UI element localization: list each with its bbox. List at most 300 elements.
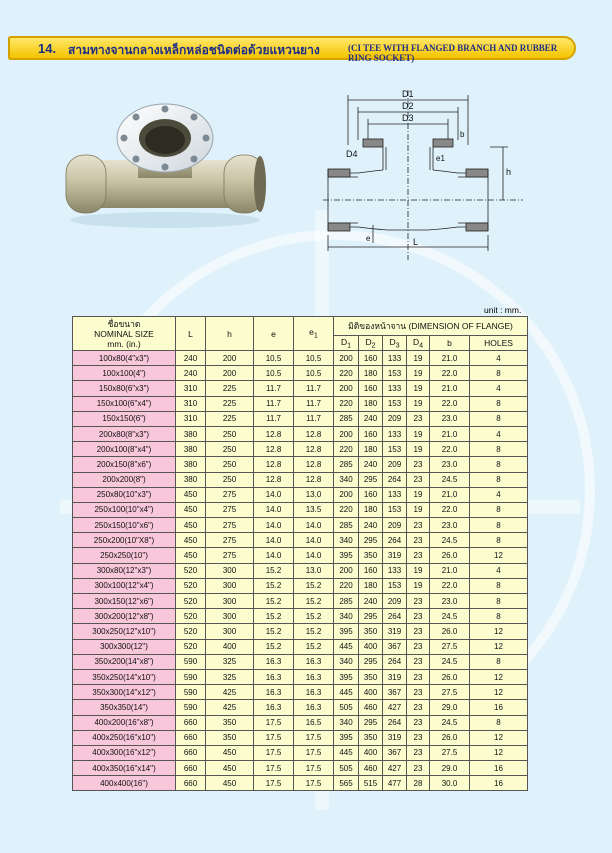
cell-D1: 340 <box>334 654 359 669</box>
cell-holes: 4 <box>470 426 528 441</box>
cell-nominal-size: 100x100(4") <box>73 366 176 381</box>
cell-nominal-size: 400x200(16"x8") <box>73 715 176 730</box>
cell-D2: 350 <box>359 548 383 563</box>
cell-b: 22.0 <box>430 366 470 381</box>
cell-e1: 16.3 <box>294 654 334 669</box>
cell-h: 275 <box>206 518 254 533</box>
cell-holes: 4 <box>470 563 528 578</box>
cell-nominal-size: 400x400(16") <box>73 776 176 791</box>
cell-D3: 133 <box>383 563 407 578</box>
cell-D3: 133 <box>383 351 407 366</box>
cell-h: 200 <box>206 366 254 381</box>
cell-e1: 15.2 <box>294 609 334 624</box>
section-title-bar <box>8 36 576 63</box>
cell-D3: 264 <box>383 715 407 730</box>
cell-e: 10.5 <box>254 366 294 381</box>
cell-e1: 16.3 <box>294 669 334 684</box>
cell-b: 30.0 <box>430 776 470 791</box>
cell-D1: 285 <box>334 594 359 609</box>
cell-D1: 200 <box>334 426 359 441</box>
cell-L: 380 <box>176 472 206 487</box>
cell-D2: 350 <box>359 730 383 745</box>
cell-L: 520 <box>176 609 206 624</box>
cell-L: 450 <box>176 487 206 502</box>
cell-D3: 209 <box>383 411 407 426</box>
cell-h: 425 <box>206 700 254 715</box>
cell-D1: 200 <box>334 487 359 502</box>
table-row <box>73 411 528 426</box>
table-row <box>73 442 528 457</box>
cell-e: 14.0 <box>254 533 294 548</box>
cell-holes: 8 <box>470 472 528 487</box>
cell-nominal-size: 300x80(12"x3") <box>73 563 176 578</box>
cell-D1: 445 <box>334 639 359 654</box>
cell-nominal-size: 400x300(16"x12") <box>73 745 176 760</box>
cell-D4: 23 <box>407 472 430 487</box>
cell-D4: 23 <box>407 624 430 639</box>
cell-D1: 220 <box>334 502 359 517</box>
cell-e: 12.8 <box>254 442 294 457</box>
table-row <box>73 487 528 502</box>
cell-D1: 565 <box>334 776 359 791</box>
cell-D1: 395 <box>334 669 359 684</box>
cell-holes: 12 <box>470 730 528 745</box>
cell-L: 660 <box>176 761 206 776</box>
cell-b: 23.0 <box>430 594 470 609</box>
cell-h: 425 <box>206 685 254 700</box>
label-b: b <box>460 130 465 139</box>
cell-D1: 285 <box>334 457 359 472</box>
cell-D1: 340 <box>334 472 359 487</box>
cell-e: 10.5 <box>254 351 294 366</box>
cell-D3: 264 <box>383 533 407 548</box>
section-number: 14. <box>38 41 57 56</box>
cell-D4: 23 <box>407 700 430 715</box>
cell-D4: 19 <box>407 426 430 441</box>
cell-D3: 133 <box>383 381 407 396</box>
cell-L: 660 <box>176 730 206 745</box>
cell-D1: 340 <box>334 533 359 548</box>
header-e: e <box>254 317 294 351</box>
cell-D2: 400 <box>359 639 383 654</box>
cell-D1: 220 <box>334 396 359 411</box>
cell-b: 21.0 <box>430 487 470 502</box>
cell-e: 16.3 <box>254 669 294 684</box>
cell-D4: 23 <box>407 669 430 684</box>
cell-e: 12.8 <box>254 426 294 441</box>
label-e: e <box>366 234 371 243</box>
cell-e1: 14.0 <box>294 518 334 533</box>
cell-D2: 180 <box>359 366 383 381</box>
cell-e1: 16.3 <box>294 685 334 700</box>
cell-nominal-size: 150x80(6"x3") <box>73 381 176 396</box>
cell-nominal-size: 100x80(4"x3") <box>73 351 176 366</box>
cell-D4: 23 <box>407 654 430 669</box>
cell-nominal-size: 200x200(8") <box>73 472 176 487</box>
cell-nominal-size: 300x150(12"x6") <box>73 594 176 609</box>
cell-L: 310 <box>176 396 206 411</box>
cell-L: 520 <box>176 639 206 654</box>
cell-nominal-size: 300x250(12"x10") <box>73 624 176 639</box>
cell-D3: 367 <box>383 685 407 700</box>
table-row <box>73 518 528 533</box>
cell-e: 11.7 <box>254 411 294 426</box>
table-row <box>73 669 528 684</box>
cell-e: 15.2 <box>254 639 294 654</box>
cell-h: 450 <box>206 776 254 791</box>
table-row <box>73 609 528 624</box>
cell-nominal-size: 300x200(12"x8") <box>73 609 176 624</box>
cell-e1: 13.5 <box>294 502 334 517</box>
cell-D1: 395 <box>334 624 359 639</box>
cell-D1: 200 <box>334 351 359 366</box>
cell-D1: 340 <box>334 609 359 624</box>
cell-e1: 14.0 <box>294 533 334 548</box>
cell-D3: 209 <box>383 457 407 472</box>
cell-L: 450 <box>176 502 206 517</box>
cell-holes: 8 <box>470 366 528 381</box>
cell-nominal-size: 250x200(10"X8") <box>73 533 176 548</box>
cell-e1: 12.8 <box>294 442 334 457</box>
cell-holes: 12 <box>470 639 528 654</box>
cell-e: 12.8 <box>254 457 294 472</box>
table-row <box>73 396 528 411</box>
cell-h: 250 <box>206 472 254 487</box>
cell-L: 520 <box>176 624 206 639</box>
cell-e: 17.5 <box>254 761 294 776</box>
cell-holes: 8 <box>470 411 528 426</box>
cell-h: 300 <box>206 609 254 624</box>
cell-D2: 400 <box>359 745 383 760</box>
header-e1: $e_1$ <box>294 317 334 351</box>
cell-b: 26.0 <box>430 548 470 563</box>
cell-e1: 15.2 <box>294 578 334 593</box>
cell-D3: 153 <box>383 502 407 517</box>
cell-e1: 17.5 <box>294 730 334 745</box>
cell-L: 380 <box>176 442 206 457</box>
cell-D3: 477 <box>383 776 407 791</box>
cell-e: 16.3 <box>254 654 294 669</box>
cell-D1: 340 <box>334 715 359 730</box>
table-row <box>73 700 528 715</box>
cell-b: 26.0 <box>430 624 470 639</box>
cell-e1: 10.5 <box>294 366 334 381</box>
cell-D4: 19 <box>407 366 430 381</box>
table-row <box>73 351 528 366</box>
cell-D3: 319 <box>383 624 407 639</box>
cell-b: 24.5 <box>430 715 470 730</box>
cell-D4: 23 <box>407 411 430 426</box>
cell-e1: 10.5 <box>294 351 334 366</box>
dimension-table <box>72 316 528 791</box>
cell-b: 22.0 <box>430 396 470 411</box>
cell-nominal-size: 300x300(12") <box>73 639 176 654</box>
table-row <box>73 426 528 441</box>
cell-D3: 153 <box>383 578 407 593</box>
cell-b: 21.0 <box>430 426 470 441</box>
cell-e: 17.5 <box>254 715 294 730</box>
cell-h: 350 <box>206 730 254 745</box>
cell-nominal-size: 400x350(16"x14") <box>73 761 176 776</box>
cell-D2: 295 <box>359 654 383 669</box>
cell-e1: 15.2 <box>294 639 334 654</box>
technical-drawing <box>318 85 528 265</box>
cell-nominal-size: 350x200(14"x8") <box>73 654 176 669</box>
label-h: h <box>506 167 512 177</box>
table-row <box>73 457 528 472</box>
cell-e: 15.2 <box>254 624 294 639</box>
cell-L: 590 <box>176 685 206 700</box>
cell-D2: 350 <box>359 624 383 639</box>
cell-D1: 200 <box>334 563 359 578</box>
cell-D2: 400 <box>359 685 383 700</box>
table-row <box>73 563 528 578</box>
cell-D4: 23 <box>407 533 430 548</box>
cell-D1: 445 <box>334 745 359 760</box>
cell-L: 660 <box>176 715 206 730</box>
cell-D1: 395 <box>334 548 359 563</box>
cell-holes: 8 <box>470 533 528 548</box>
cell-D4: 23 <box>407 518 430 533</box>
cell-D4: 23 <box>407 639 430 654</box>
cell-e1: 11.7 <box>294 411 334 426</box>
product-photo <box>60 100 270 230</box>
cell-D3: 153 <box>383 442 407 457</box>
cell-D4: 19 <box>407 563 430 578</box>
cell-h: 325 <box>206 654 254 669</box>
cell-D4: 23 <box>407 685 430 700</box>
cell-D3: 153 <box>383 396 407 411</box>
cell-e: 17.5 <box>254 745 294 760</box>
cell-D4: 23 <box>407 761 430 776</box>
cell-D2: 350 <box>359 669 383 684</box>
cell-D3: 427 <box>383 761 407 776</box>
cell-D4: 19 <box>407 396 430 411</box>
cell-h: 225 <box>206 411 254 426</box>
table-row <box>73 715 528 730</box>
cell-D2: 180 <box>359 578 383 593</box>
cell-D2: 460 <box>359 761 383 776</box>
cell-D2: 160 <box>359 563 383 578</box>
cell-holes: 8 <box>470 609 528 624</box>
table-row <box>73 548 528 563</box>
table-row <box>73 745 528 760</box>
cell-D3: 319 <box>383 548 407 563</box>
cell-D3: 367 <box>383 639 407 654</box>
table-row <box>73 776 528 791</box>
cell-e: 14.0 <box>254 518 294 533</box>
cell-D4: 23 <box>407 548 430 563</box>
cell-h: 400 <box>206 639 254 654</box>
cell-nominal-size: 250x250(10") <box>73 548 176 563</box>
table-row <box>73 730 528 745</box>
cell-D3: 153 <box>383 366 407 381</box>
cell-h: 300 <box>206 624 254 639</box>
cell-nominal-size: 250x150(10"x6") <box>73 518 176 533</box>
cell-h: 225 <box>206 381 254 396</box>
cell-h: 350 <box>206 715 254 730</box>
cell-holes: 4 <box>470 351 528 366</box>
cell-e1: 17.5 <box>294 745 334 760</box>
cell-D1: 505 <box>334 700 359 715</box>
cell-L: 660 <box>176 745 206 760</box>
cell-D2: 160 <box>359 351 383 366</box>
cell-D3: 133 <box>383 487 407 502</box>
cell-b: 24.5 <box>430 472 470 487</box>
cell-nominal-size: 150x150(6") <box>73 411 176 426</box>
cell-D1: 285 <box>334 518 359 533</box>
cell-holes: 4 <box>470 487 528 502</box>
cell-D4: 19 <box>407 381 430 396</box>
cell-b: 21.0 <box>430 381 470 396</box>
cell-L: 450 <box>176 548 206 563</box>
cell-D2: 180 <box>359 502 383 517</box>
cell-h: 225 <box>206 396 254 411</box>
cell-D4: 23 <box>407 715 430 730</box>
cell-b: 27.5 <box>430 639 470 654</box>
cell-b: 21.0 <box>430 351 470 366</box>
cell-b: 24.5 <box>430 654 470 669</box>
cell-holes: 16 <box>470 700 528 715</box>
cell-holes: 8 <box>470 578 528 593</box>
cell-h: 300 <box>206 594 254 609</box>
cell-e1: 12.8 <box>294 457 334 472</box>
header-nominal-en: NOMINAL SIZE <box>94 328 154 339</box>
cell-b: 22.0 <box>430 502 470 517</box>
label-D2: D2 <box>402 101 414 111</box>
cell-L: 450 <box>176 533 206 548</box>
cell-e: 14.0 <box>254 502 294 517</box>
cell-b: 26.0 <box>430 730 470 745</box>
cell-holes: 8 <box>470 715 528 730</box>
cell-D2: 295 <box>359 472 383 487</box>
label-e1: e1 <box>436 154 445 163</box>
header-flange-group: มิติของหน้าจาน (DIMENSION OF FLANGE) <box>334 317 528 336</box>
cell-holes: 8 <box>470 442 528 457</box>
cell-e1: 17.5 <box>294 761 334 776</box>
table-row <box>73 761 528 776</box>
header-h: h <box>206 317 254 351</box>
cell-D2: 180 <box>359 396 383 411</box>
cell-D2: 295 <box>359 609 383 624</box>
cell-D1: 505 <box>334 761 359 776</box>
table-row <box>73 472 528 487</box>
cell-b: 23.0 <box>430 411 470 426</box>
cell-D1: 395 <box>334 730 359 745</box>
cell-h: 450 <box>206 745 254 760</box>
label-D4: D4 <box>346 149 358 159</box>
cell-e1: 11.7 <box>294 396 334 411</box>
cell-holes: 8 <box>470 654 528 669</box>
header-nominal-size <box>73 317 176 351</box>
table-row <box>73 502 528 517</box>
cell-D4: 19 <box>407 578 430 593</box>
cell-h: 250 <box>206 442 254 457</box>
cell-D3: 209 <box>383 518 407 533</box>
cell-L: 660 <box>176 776 206 791</box>
cell-e1: 11.7 <box>294 381 334 396</box>
cell-D4: 19 <box>407 351 430 366</box>
cell-h: 275 <box>206 487 254 502</box>
header-D1: $D_1$ <box>334 336 359 351</box>
cell-D1: 445 <box>334 685 359 700</box>
cell-D1: 285 <box>334 411 359 426</box>
table-row <box>73 366 528 381</box>
cell-b: 22.0 <box>430 578 470 593</box>
cell-e1: 12.8 <box>294 472 334 487</box>
cell-h: 325 <box>206 669 254 684</box>
cell-b: 23.0 <box>430 518 470 533</box>
cell-nominal-size: 200x80(8"x3") <box>73 426 176 441</box>
cell-D2: 160 <box>359 487 383 502</box>
header-D3: $D_3$ <box>383 336 407 351</box>
label-L: L <box>413 237 419 247</box>
cell-D4: 19 <box>407 487 430 502</box>
cell-e1: 15.2 <box>294 624 334 639</box>
cell-L: 590 <box>176 654 206 669</box>
cell-nominal-size: 200x100(8"x4") <box>73 442 176 457</box>
cell-D3: 319 <box>383 730 407 745</box>
cell-nominal-size: 200x150(8"x6") <box>73 457 176 472</box>
cell-e: 11.7 <box>254 396 294 411</box>
cell-D1: 200 <box>334 381 359 396</box>
cell-L: 590 <box>176 669 206 684</box>
cell-holes: 4 <box>470 381 528 396</box>
header-nominal-thai: ชื่อขนาด <box>107 318 141 329</box>
cell-holes: 12 <box>470 669 528 684</box>
cell-D4: 19 <box>407 502 430 517</box>
label-D1: D1 <box>402 89 414 99</box>
cell-h: 250 <box>206 426 254 441</box>
cell-D2: 160 <box>359 426 383 441</box>
cell-nominal-size: 150x100(6"x4") <box>73 396 176 411</box>
cell-nominal-size: 300x100(12"x4") <box>73 578 176 593</box>
cell-e: 12.8 <box>254 472 294 487</box>
cell-e1: 15.2 <box>294 594 334 609</box>
cell-D2: 295 <box>359 533 383 548</box>
cell-e1: 16.5 <box>294 715 334 730</box>
cell-holes: 8 <box>470 502 528 517</box>
cell-b: 29.0 <box>430 761 470 776</box>
cell-e: 16.3 <box>254 700 294 715</box>
cell-b: 27.5 <box>430 745 470 760</box>
cell-D3: 427 <box>383 700 407 715</box>
table-row <box>73 578 528 593</box>
cell-D1: 220 <box>334 578 359 593</box>
cell-nominal-size: 400x250(16"x10") <box>73 730 176 745</box>
cell-nominal-size: 350x250(14"x10") <box>73 669 176 684</box>
cell-D3: 264 <box>383 472 407 487</box>
cell-D4: 19 <box>407 442 430 457</box>
header-D2: $D_2$ <box>359 336 383 351</box>
cell-b: 23.0 <box>430 457 470 472</box>
cell-D2: 240 <box>359 594 383 609</box>
cell-e: 15.2 <box>254 609 294 624</box>
cell-e1: 13.0 <box>294 563 334 578</box>
cell-D3: 209 <box>383 594 407 609</box>
cell-D2: 180 <box>359 442 383 457</box>
cell-D1: 220 <box>334 366 359 381</box>
cell-b: 27.5 <box>430 685 470 700</box>
cell-e1: 17.5 <box>294 776 334 791</box>
unit-label: unit : mm. <box>484 305 522 315</box>
header-holes: HOLES <box>470 336 528 351</box>
cell-D4: 28 <box>407 776 430 791</box>
table-row <box>73 639 528 654</box>
table-row <box>73 533 528 548</box>
cell-D2: 240 <box>359 457 383 472</box>
cell-D1: 220 <box>334 442 359 457</box>
